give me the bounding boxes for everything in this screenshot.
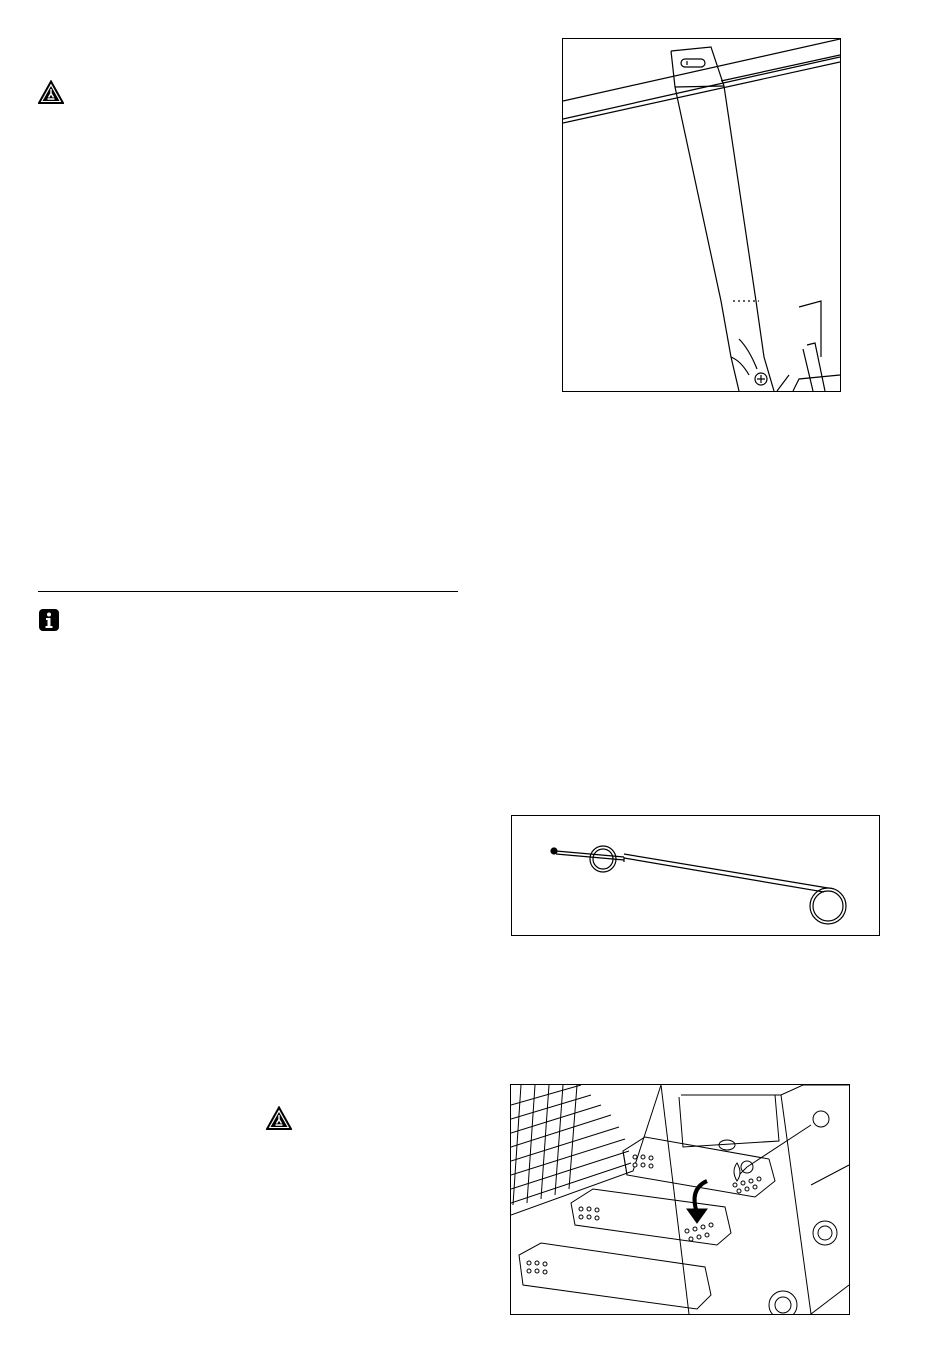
igniter-rod-figure xyxy=(511,815,880,936)
section-divider xyxy=(38,591,458,592)
warning-triangle-icon xyxy=(38,80,64,104)
grill-lighting-figure xyxy=(510,1084,850,1315)
burner-tube-illustration xyxy=(563,39,840,391)
igniter-rod-illustration xyxy=(512,816,879,935)
warning-triangle-icon-inline xyxy=(266,1106,292,1130)
burner-tube-figure xyxy=(562,38,841,392)
grill-lighting-illustration xyxy=(511,1085,849,1314)
info-icon xyxy=(38,608,60,632)
